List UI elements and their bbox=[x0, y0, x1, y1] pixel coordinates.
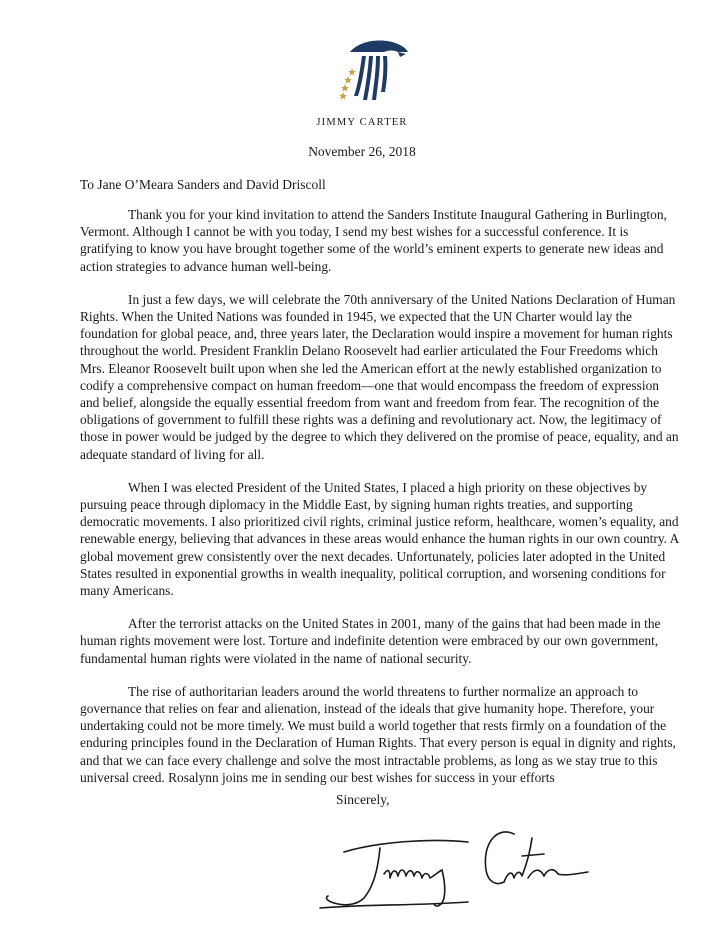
letter-body bbox=[80, 206, 680, 802]
eagle-stars-icon bbox=[336, 34, 410, 106]
handwritten-signature-icon bbox=[318, 812, 614, 920]
letter-date: November 26, 2018 bbox=[308, 144, 416, 159]
paragraph: After the terrorist attacks on the United States in 2001, many of the gains that had been made in the human rights movement were lost. Torture and indefinite detention were embraced by our own government, fundamental human rights were violated in the name of national security. bbox=[80, 616, 661, 666]
paragraph: Thank you for your kind invitation to attend the Sanders Institute Inaugural Gathering in Burlington, Vermont. Although I cannot be with you today, I send my best wishes for a successful conference. It is gratifying to know you have brought together some of the world’s eminent experts to generate new ideas and action strategies to advance human well-being. bbox=[80, 207, 667, 274]
paragraph: The rise of authoritarian leaders around the world threatens to further normalize an approach to governance that relies on fear and alienation, instead of the ideals that give humanity hope. Therefore, your undertaking could not be more timely. We must build a world together that rests firmly on a foundation of the enduring principles found in the Declaration of Human Rights. That every person is equal in dignity and rights, and that we can face every challenge and solve the most intractable problems, as long as we stay true to this universal creed. Rosalynn joins me in sending our best wishes for success in your efforts bbox=[80, 683, 676, 785]
paragraph: In just a few days, we will celebrate the 70th anniversary of the United Nations Declaration of Human Rights. When the United Nations was founded in 1945, we expected that the UN Charter would lay the foundation for global peace, and, three years later, the Declaration would inspire a movement for human rights throughout the world. President Franklin Delano Roosevelt had earlier articulated the Four Freedoms which Mrs. Eleanor Roosevelt built upon when she led the American effort at the newly established organization to codify a comprehensive compact on human freedom—one that would encompass the freedom of expression and belief, alongside the equally essential freedom from want and freedom from fear. The recognition of the obligations of government to fulfill these rights was a defining and revolutionary act. Now, the legitimacy of those in power would be judged by the degree to which they delivered on the promise of peace, equality, and an adequate standard of living for all. bbox=[80, 291, 679, 462]
salutation: To Jane O’Meara Sanders and David Driscoll bbox=[80, 177, 326, 192]
sender-name: JIMMY CARTER bbox=[316, 117, 408, 128]
closing: Sincerely, bbox=[336, 792, 390, 807]
paragraph: When I was elected President of the United States, I placed a high priority on these objectives by pursuing peace through diplomacy in the Middle East, by signing human rights treaties, and supporting democratic movements. I also prioritized civil rights, criminal justice reform, healthcare, women’s equality, and renewable energy, believing that advances in these areas would enhance the human rights in our own country. A global movement grew consistently over the next decades. Unfortunately, policies later adopted in the United States resulted in exponential growths in wealth inequality, political corruption, and worsening conditions for many Americans. bbox=[80, 479, 679, 599]
